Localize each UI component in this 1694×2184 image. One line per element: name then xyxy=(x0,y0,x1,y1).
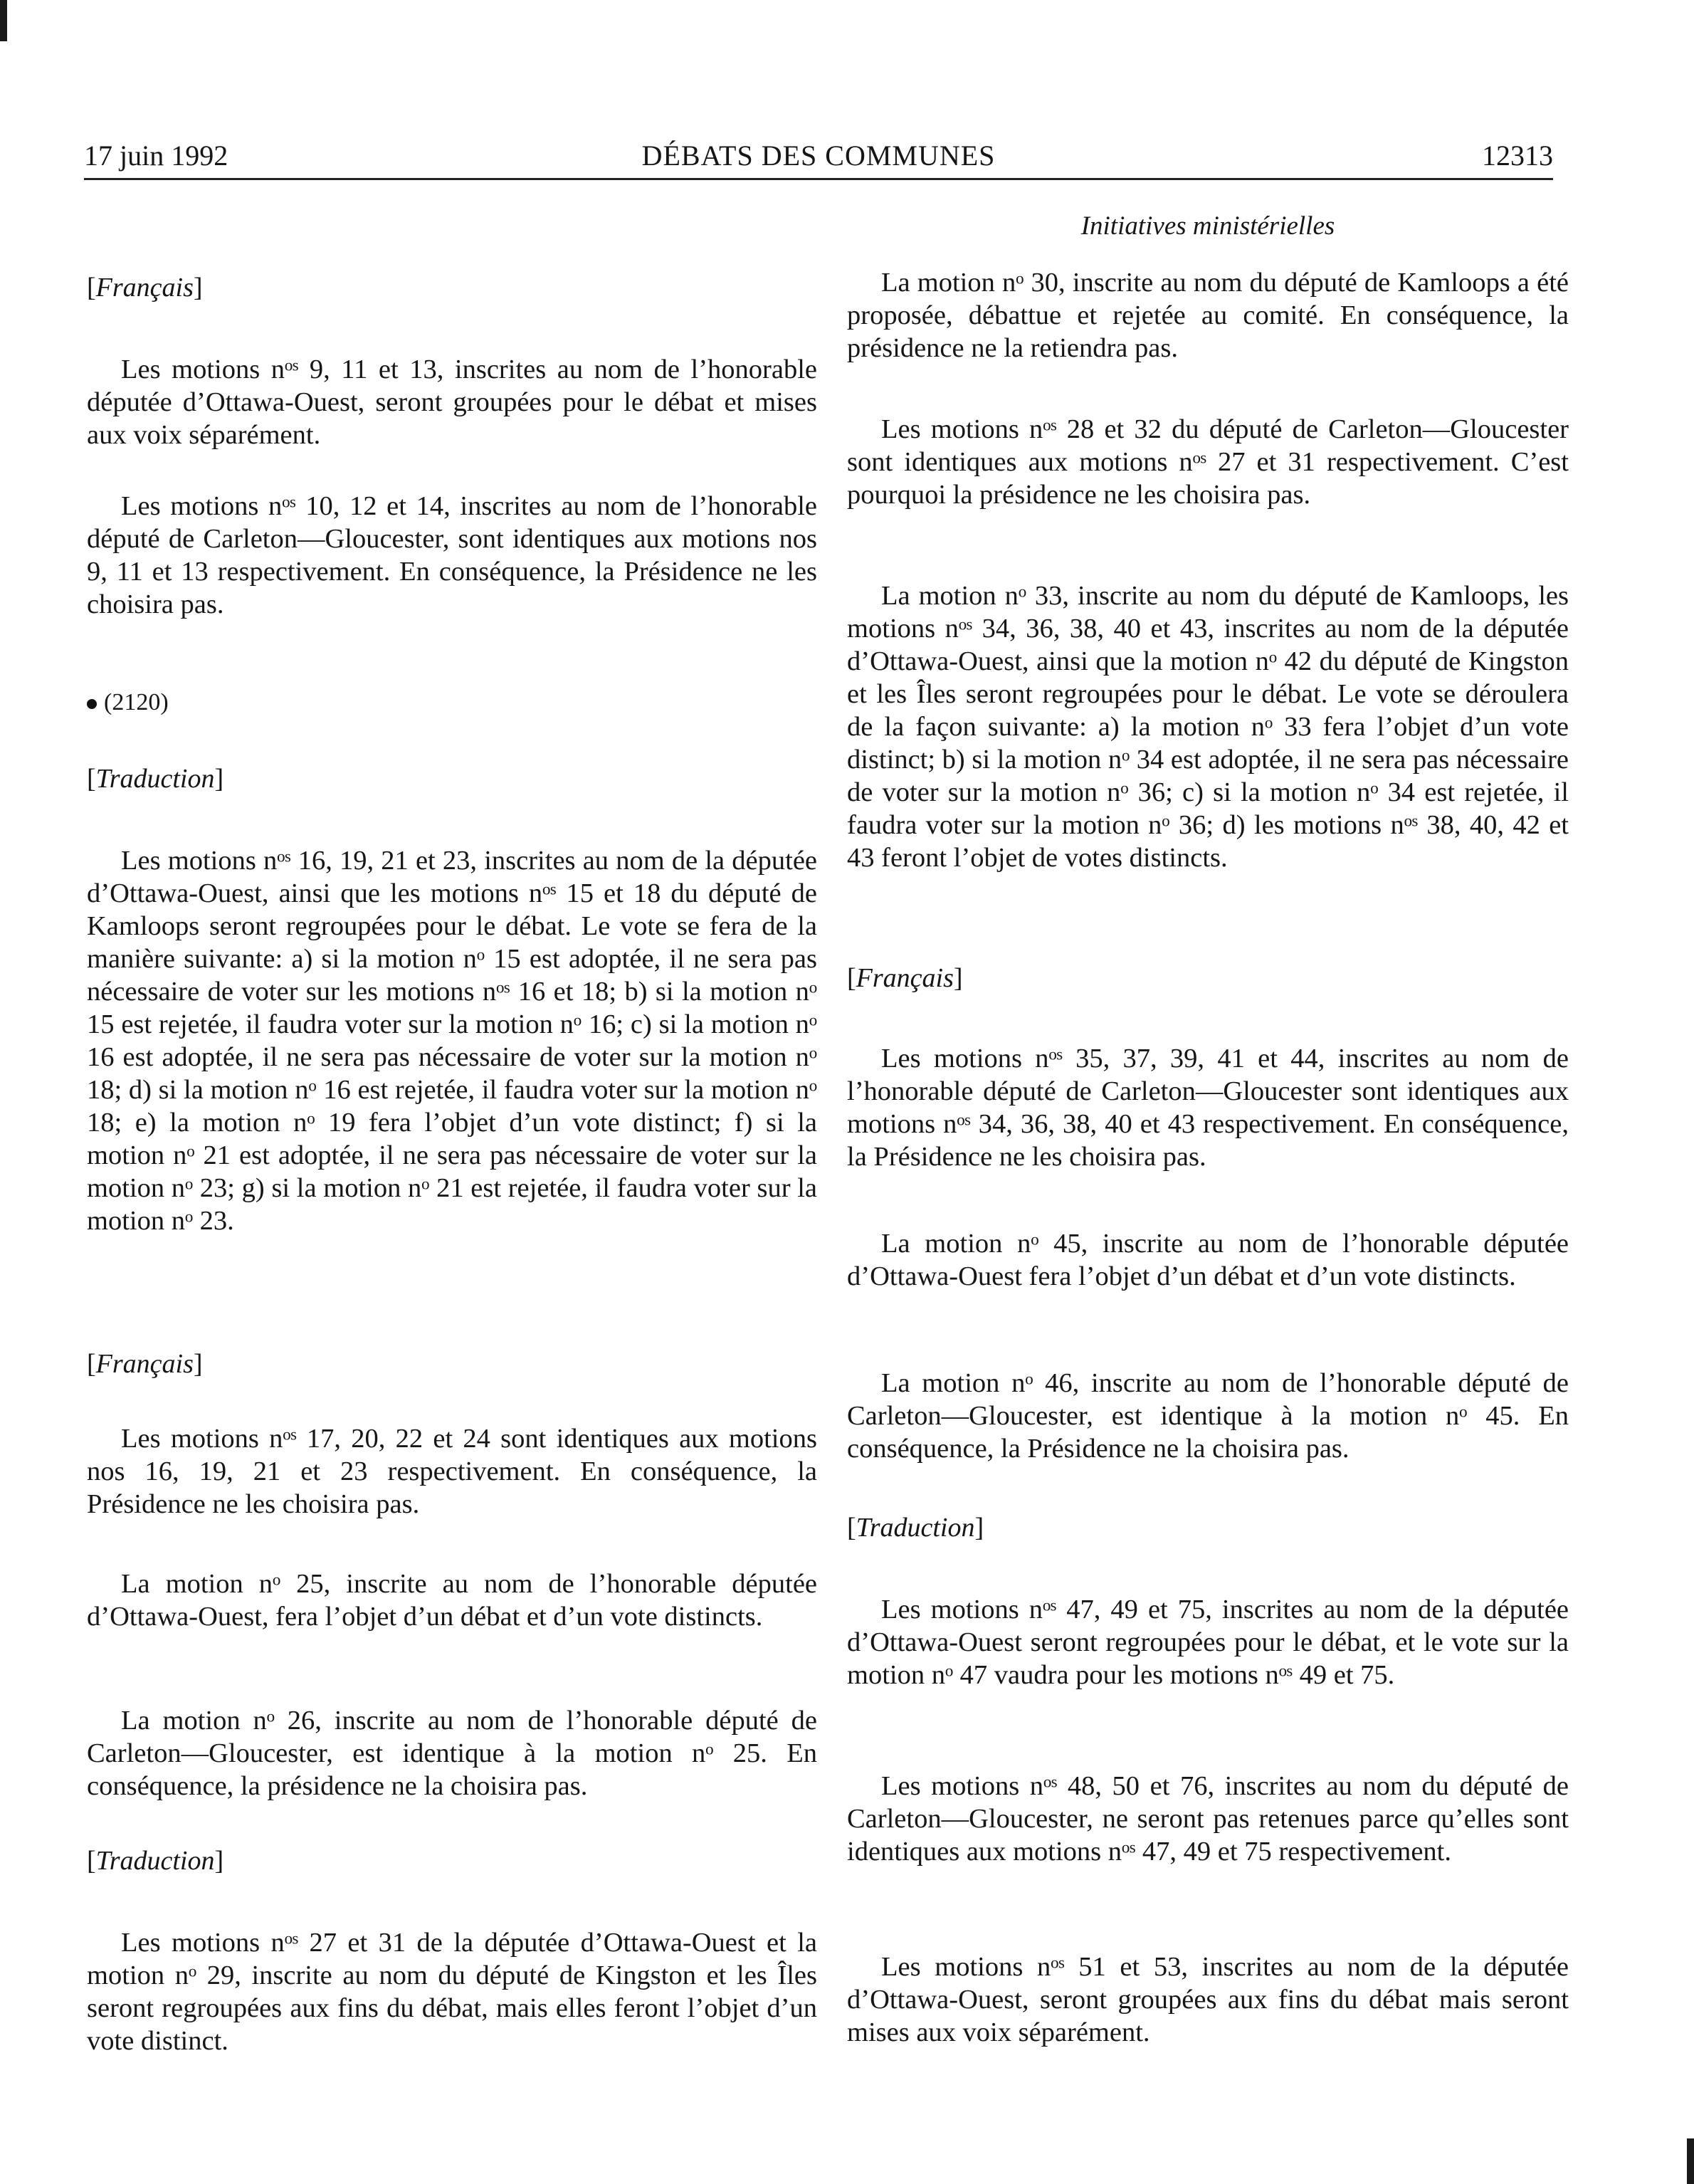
paragraph: La motion nᵒ 33, inscrite au nom du député de Kamloops, les motions nᵒˢ 34, 36, 38, 40 et 43, inscrites au nom de la députée d’Ottawa-Ouest, ainsi que la motion nᵒ 42 du député de Kingston et les Îles seront regroupées pour le débat. Le vote se déroulera de la façon suivante: a) la motion nᵒ 33 fera l’objet d’un vote distinct; b) si la motion nᵒ 34 est adoptée, il ne sera pas nécessaire de voter sur la motion nᵒ 36; c) si la motion nᵒ 34 est rejetée, il faudra voter sur la motion nᵒ 36; d) les motions nᵒˢ 38, 40, 42 et 43 feront l’objet de votes distincts. xyxy=(847,581,1569,873)
header-date: 17 juin 1992 xyxy=(84,140,228,172)
page-header xyxy=(84,140,1553,180)
paragraph: Les motions nᵒˢ 27 et 31 de la députée d’Ottawa-Ouest et la motion nᵒ 29, inscrite au nom du député de Kingston et les Îles seront regroupées aux fins du débat, mais elles feront l’objet d’un vote distinct. xyxy=(87,1928,817,2056)
paragraph: La motion nᵒ 25, inscrite au nom de l’honorable députée d’Ottawa-Ouest, fera l’objet d’un débat et d’un vote distincts. xyxy=(87,1569,817,1632)
paragraph: Les motions nᵒˢ 9, 11 et 13, inscrites au nom de l’honorable députée d’Ottawa-Ouest, seront groupées pour le débat et mises aux voix séparément. xyxy=(87,355,817,450)
paragraph: La motion nᵒ 45, inscrite au nom de l’honorable députée d’Ottawa-Ouest fera l’objet d’un débat et d’un vote distincts. xyxy=(847,1229,1569,1291)
language-tag: [Français] xyxy=(847,963,963,993)
bullet-icon xyxy=(87,699,97,709)
scan-corner-mark xyxy=(0,0,7,41)
paragraph: Les motions nᵒˢ 10, 12 et 14, inscrites au nom de l’honorable député de Carleton—Gloucester, sont identiques aux motions nos 9, 11 et 13 respectivement. En conséquence, la Présidence ne les choisira pas. xyxy=(87,491,817,619)
paragraph: Les motions nᵒˢ 28 et 32 du député de Carleton—Gloucester sont identiques aux motions nᵒˢ 27 et 31 respectivement. C’est pourquoi la présidence ne les choisira pas. xyxy=(847,414,1569,510)
paragraph: La motion nᵒ 30, inscrite au nom du député de Kamloops a été proposée, débattue et rejetée au comité. En conséquence, la présidence ne la retiendra pas. xyxy=(847,268,1569,363)
time-marker: (2120) xyxy=(87,689,169,716)
running-head: Initiatives ministérielles xyxy=(1080,211,1335,241)
language-tag: [Français] xyxy=(87,273,203,303)
paragraph: Les motions nᵒˢ 35, 37, 39, 41 et 44, inscrites au nom de l’honorable député de Carleton—Gloucester sont identiques aux motions nᵒˢ 34, 36, 38, 40 et 43 respectivement. En conséquence, la Présidence ne les choisira pas. xyxy=(847,1044,1569,1172)
language-tag: [Traduction] xyxy=(87,764,224,794)
scan-corner-mark xyxy=(1687,2138,1694,2184)
language-tag: [Français] xyxy=(87,1349,203,1379)
page-number: 12313 xyxy=(1482,140,1553,172)
paragraph: Les motions nᵒˢ 47, 49 et 75, inscrites au nom de la députée d’Ottawa-Ouest seront regroupées pour le débat, et le vote sur la motion nᵒ 47 vaudra pour les motions nᵒˢ 49 et 75. xyxy=(847,1595,1569,1690)
paragraph: Les motions nᵒˢ 51 et 53, inscrites au nom de la députée d’Ottawa-Ouest, seront groupées aux fins du débat mais seront mises aux voix séparément. xyxy=(847,1952,1569,2047)
paragraph: La motion nᵒ 26, inscrite au nom de l’honorable député de Carleton—Gloucester, est identique à la motion nᵒ 25. En conséquence, la présidence ne la choisira pas. xyxy=(87,1706,817,1801)
header-title: DÉBATS DES COMMUNES xyxy=(641,140,996,172)
language-tag: [Traduction] xyxy=(847,1513,984,1543)
paragraph: Les motions nᵒˢ 16, 19, 21 et 23, inscrites au nom de la députée d’Ottawa-Ouest, ainsi que les motions nᵒˢ 15 et 18 du député de Kamloops seront regroupées pour le débat. Le vote se fera de la manière suivante: a) si la motion nᵒ 15 est adoptée, il ne sera pas nécessaire de voter sur les motions nᵒˢ 16 et 18; b) si la motion nᵒ 15 est rejetée, il faudra voter sur la motion nᵒ 16; c) si la motion nᵒ 16 est adoptée, il ne sera pas nécessaire de voter sur la motion nᵒ 18; d) si la motion nᵒ 16 est rejetée, il faudra voter sur la motion nᵒ 18; e) la motion nᵒ 19 fera l’objet d’un vote distinct; f) si la motion nᵒ 21 est adoptée, il ne sera pas nécessaire de voter sur la motion nᵒ 23; g) si la motion nᵒ 21 est rejetée, il faudra voter sur la motion nᵒ 23. xyxy=(87,846,817,1236)
paragraph: La motion nᵒ 46, inscrite au nom de l’honorable député de Carleton—Gloucester, est identique à la motion nᵒ 45. En conséquence, la Présidence ne la choisira pas. xyxy=(847,1368,1569,1464)
language-tag: [Traduction] xyxy=(87,1846,224,1876)
paragraph: Les motions nᵒˢ 17, 20, 22 et 24 sont identiques aux motions nos 16, 19, 21 et 23 respectivement. En conséquence, la Présidence ne les choisira pas. xyxy=(87,1424,817,1519)
paragraph: Les motions nᵒˢ 48, 50 et 76, inscrites au nom du député de Carleton—Gloucester, ne seront pas retenues parce qu’elles sont identiques aux motions nᵒˢ 47, 49 et 75 respectivement. xyxy=(847,1771,1569,1867)
